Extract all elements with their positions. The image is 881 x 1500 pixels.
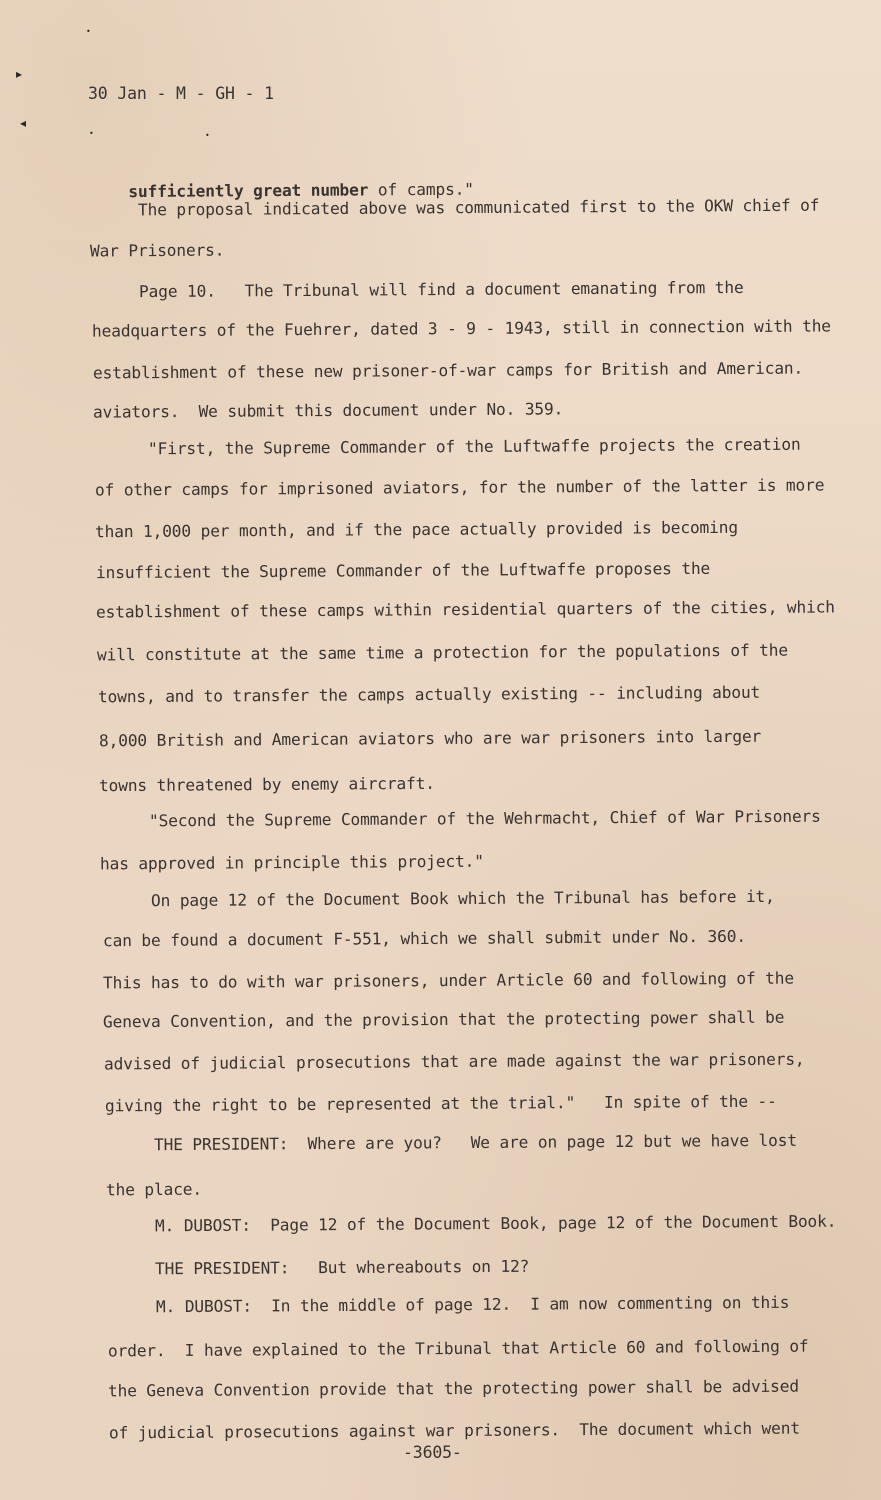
text-line: headquarters of the Fuehrer, dated 3 - 9 - 1943, still in connection with the <box>91 316 831 341</box>
text-line: insufficient the Supreme Commander of the Luftwaffe proposes the <box>95 558 711 583</box>
text-line: "Second the Supreme Commander of the Wehrmacht, Chief of War Prisoners <box>148 806 821 831</box>
text-line: than 1,000 per month, and if the pace actually provided is becoming <box>94 517 738 542</box>
text-line: establishment of these camps within residential quarters of the cities, which <box>95 597 835 622</box>
text-line: 8,000 British and American aviators who are war prisoners into larger <box>98 726 762 751</box>
text-line: towns, and to transfer the camps actually existing -- including about <box>97 682 761 707</box>
text-line: of judicial prosecutions against war prisoners. The document which went <box>108 1418 800 1443</box>
text-line: This has to do with war prisoners, under Article 60 and following of the <box>102 968 794 993</box>
text-line: towns threatened by enemy aircraft. <box>98 773 435 796</box>
page-number: -3605- <box>403 1443 462 1462</box>
text-line: M. DUBOST: In the middle of page 12. I am now commenting on this <box>155 1292 790 1317</box>
text-line: giving the right to be represented at the trial." In spite of the -- <box>104 1091 777 1116</box>
page-header: 30 Jan - M - GH - 1 <box>88 84 274 103</box>
text-line: the place. <box>105 1179 203 1200</box>
text-line: establishment of these new prisoner-of-war camps for British and American. <box>92 358 804 383</box>
speck-mark: • <box>89 129 94 138</box>
text-line: Page 10. The Tribunal will find a document emanating from the <box>138 277 744 302</box>
punch-mark: ◂ <box>20 116 27 130</box>
speck-mark: • <box>205 131 210 140</box>
bold-text: sufficiently great number <box>128 180 369 202</box>
speck-mark: • <box>86 27 91 36</box>
text-line: Geneva Convention, and the provision that the protecting power shall be <box>102 1007 785 1032</box>
text-line: will constitute at the same time a protection for the populations of the <box>96 640 788 665</box>
text-line: advised of judicial prosecutions that are made against the war prisoners, <box>103 1049 805 1074</box>
text-line: can be found a document F-551, which we shall submit under No. 360. <box>102 926 746 951</box>
text-line: THE PRESIDENT: Where are you? We are on page 12 but we have lost <box>153 1130 797 1155</box>
punch-mark: ▸ <box>16 67 23 81</box>
text-line: On page 12 of the Document Book which the Tribunal has before it, <box>150 886 775 911</box>
text-line: has approved in principle this project." <box>99 851 484 874</box>
line-text: of camps." <box>368 179 474 200</box>
text-line: "First, the Supreme Commander of the Luftwaffe projects the creation <box>147 434 801 459</box>
text-line: M. DUBOST: Page 12 of the Document Book, page 12 of the Document Book. <box>154 1211 837 1236</box>
text-line: of other camps for imprisoned aviators, for the number of the latter is more <box>94 475 825 500</box>
text-line: THE PRESIDENT: But whereabouts on 12? <box>154 1256 530 1279</box>
text-line: order. I have explained to the Tribunal that Article 60 and following of <box>107 1336 809 1361</box>
text-line: War Prisoners. <box>89 240 225 261</box>
text-line: the Geneva Convention provide that the protecting power shall be advised <box>107 1376 799 1401</box>
text-line: The proposal indicated above was communicated first to the OKW chief of <box>137 195 820 220</box>
text-line: aviators. We submit this document under No. 359. <box>92 399 564 422</box>
